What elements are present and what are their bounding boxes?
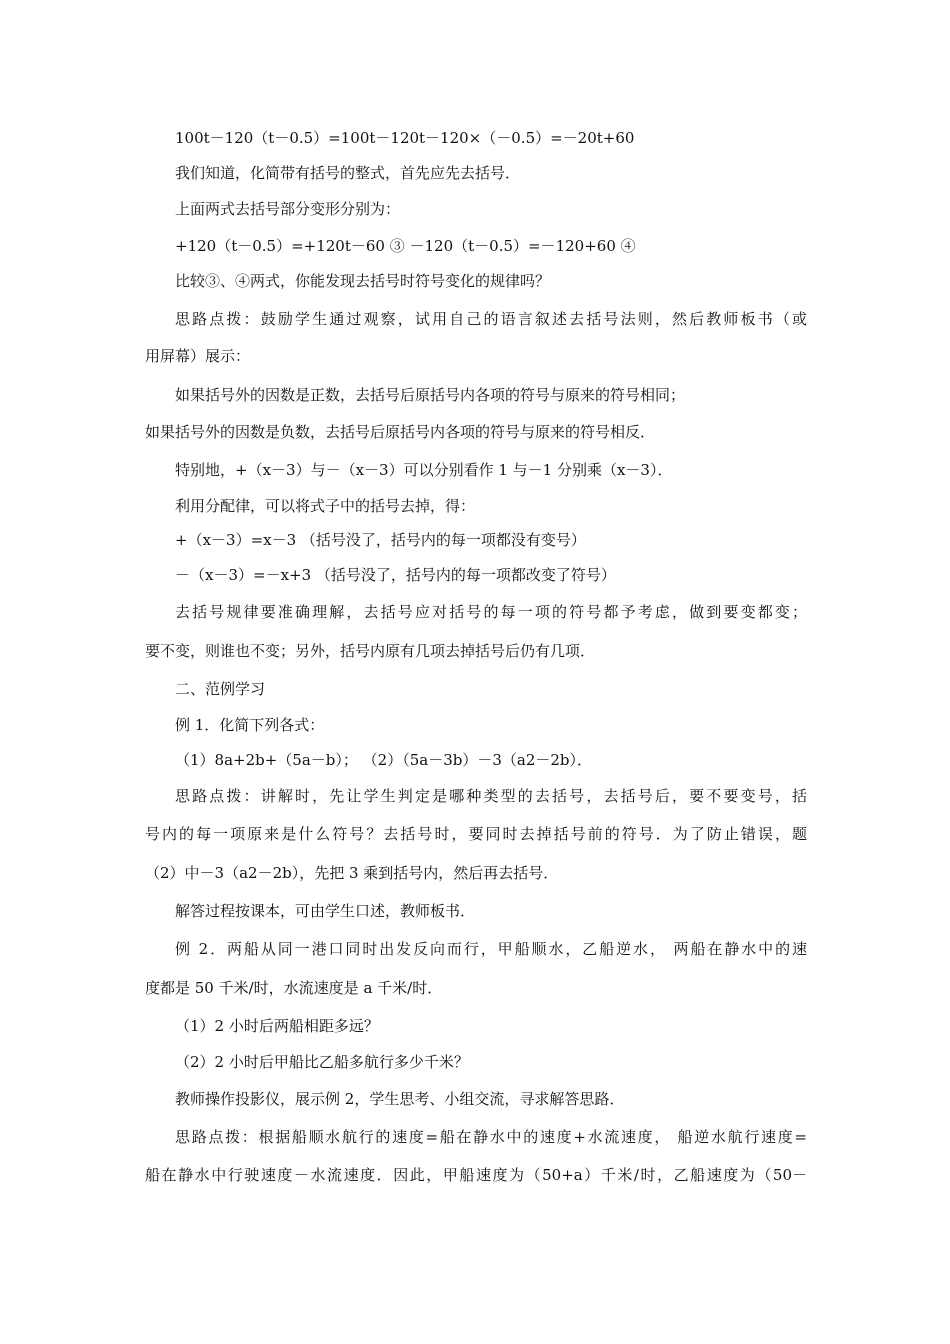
text-line: 如果括号外的因数是负数，去括号后原括号内各项的符号与原来的符号相反．	[145, 423, 656, 441]
text-line: 解答过程按课本，可由学生口述，教师板书．	[175, 902, 476, 920]
text-line: －（x－3）=－x+3 （括号没了，括号内的每一项都改变了符号）	[175, 566, 616, 584]
text-line: 去括号规律要准确理解，去括号应对括号的每一项的符号都予考虑，做到要变都变；	[175, 603, 807, 621]
text-line: 用屏幕）展示：	[145, 347, 251, 365]
text-line: 利用分配律，可以将式子中的括号去掉，得：	[175, 497, 476, 515]
text-line: 100t－120（t－0.5）=100t－120t－120×（－0.5）=－20t+60	[175, 129, 635, 147]
text-line: 特别地，+（x－3）与－（x－3）可以分别看作 1 与－1 分别乘（x－3）．	[175, 461, 673, 479]
text-line: 号内的每一项原来是什么符号？去括号时，要同时去掉括号前的符号．为了防止错误，题	[145, 825, 807, 843]
text-line: 如果括号外的因数是正数，去括号后原括号内各项的符号与原来的符号相同；	[175, 386, 686, 404]
text-line: 思路点拨：讲解时，先让学生判定是哪种类型的去括号，去括号后，要不要变号，括	[175, 787, 807, 805]
text-line: 度都是 50 千米/时，水流速度是 a 千米/时．	[145, 979, 443, 997]
text-line: 要不变，则谁也不变；另外，括号内原有几项去掉括号后仍有几项．	[145, 642, 596, 660]
text-line: +120（t－0.5）=+120t－60 ③ －120（t－0.5）=－120+60 ④	[175, 237, 636, 255]
text-line: 教师操作投影仪，展示例 2，学生思考、小组交流，寻求解答思路．	[175, 1090, 625, 1108]
text-line: 例 2．两船从同一港口同时出发反向而行，甲船顺水，乙船逆水， 两船在静水中的速	[175, 940, 807, 958]
text-line: 我们知道，化简带有括号的整式，首先应先去括号．	[175, 164, 521, 182]
text-line: （1）2 小时后两船相距多远？	[175, 1017, 379, 1035]
section-heading: 二、范例学习	[175, 680, 266, 698]
text-line: （2）2 小时后甲船比乙船多航行多少千米？	[175, 1053, 469, 1071]
text-line: 思路点拨：根据船顺水航行的速度=船在静水中的速度+水流速度， 船逆水航行速度=	[175, 1128, 807, 1146]
text-line: 上面两式去括号部分变形分别为：	[175, 200, 401, 218]
text-line: 比较③、④两式，你能发现去括号时符号变化的规律吗？	[175, 272, 551, 290]
text-line: （2）中－3（a2－2b），先把 3 乘到括号内，然后再去括号．	[145, 864, 559, 882]
text-line: 船在静水中行驶速度－水流速度．因此，甲船速度为（50+a）千米/时，乙船速度为（50－	[145, 1166, 807, 1184]
text-line: 例 1．化简下列各式：	[175, 716, 325, 734]
text-line: +（x－3）=x－3 （括号没了，括号内的每一项都没有变号）	[175, 531, 586, 549]
text-line: 思路点拨：鼓励学生通过观察，试用自己的语言叙述去括号法则，然后教师板书（或	[175, 310, 807, 328]
text-line: （1）8a+2b+（5a－b）； （2）（5a－3b）－3（a2－2b）．	[175, 751, 593, 769]
